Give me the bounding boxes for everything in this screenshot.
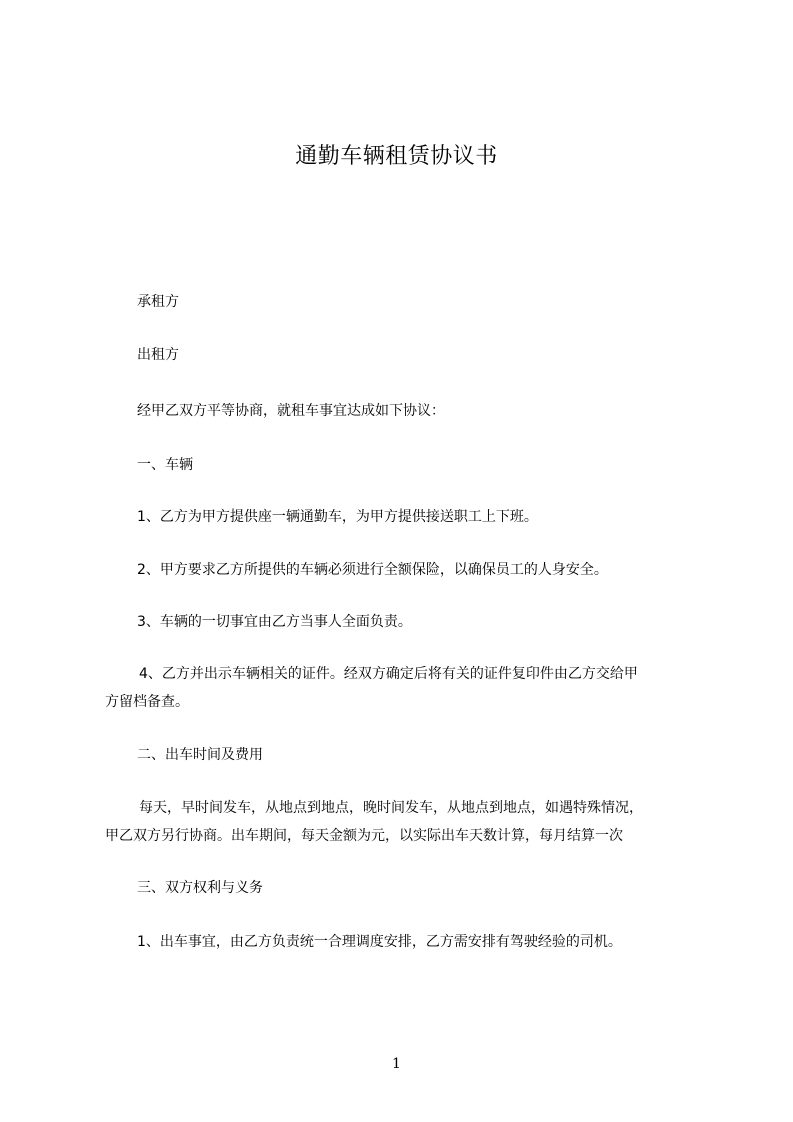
- section-1-item-4-line-2: 方留档备查。: [105, 694, 189, 710]
- section-1-item-4-line-1: 4、乙方并出示车辆相关的证件。经双方确定后将有关的证件复印件由乙方交给甲: [139, 666, 638, 682]
- section-1-heading: 一、车辆: [137, 457, 193, 473]
- section-1-item-3: 3、车辆的一切事宜由乙方当事人全面负责。: [137, 614, 412, 630]
- section-2-body-line-2: 甲乙双方另行协商。出车期间，每天金额为元，以实际出车天数计算，每月结算一次: [105, 828, 623, 844]
- section-3-item-1: 1、出车事宜，由乙方负责统一合理调度安排，乙方需安排有驾驶经验的司机。: [137, 934, 622, 950]
- section-1-item-2: 2、甲方要求乙方所提供的车辆必须进行全额保险，以确保员工的人身安全。: [137, 562, 608, 578]
- page-number: 1: [392, 1056, 401, 1072]
- section-1-item-1: 1、乙方为甲方提供座一辆通勤车，为甲方提供接送职工上下班。: [137, 509, 538, 525]
- section-2-heading: 二、出车时间及费用: [137, 747, 263, 763]
- lessor-label: 出租方: [137, 347, 179, 363]
- section-3-heading: 三、双方权利与义务: [137, 880, 263, 896]
- lessee-label: 承租方: [137, 294, 179, 310]
- intro-paragraph: 经甲乙双方平等协商，就租车事宜达成如下协议：: [137, 403, 445, 419]
- section-2-body-line-1: 每天，早时间发车，从地点到地点，晚时间发车，从地点到地点，如遇特殊情况，: [139, 800, 643, 816]
- document-title: 通勤车辆租赁协议书: [295, 144, 498, 169]
